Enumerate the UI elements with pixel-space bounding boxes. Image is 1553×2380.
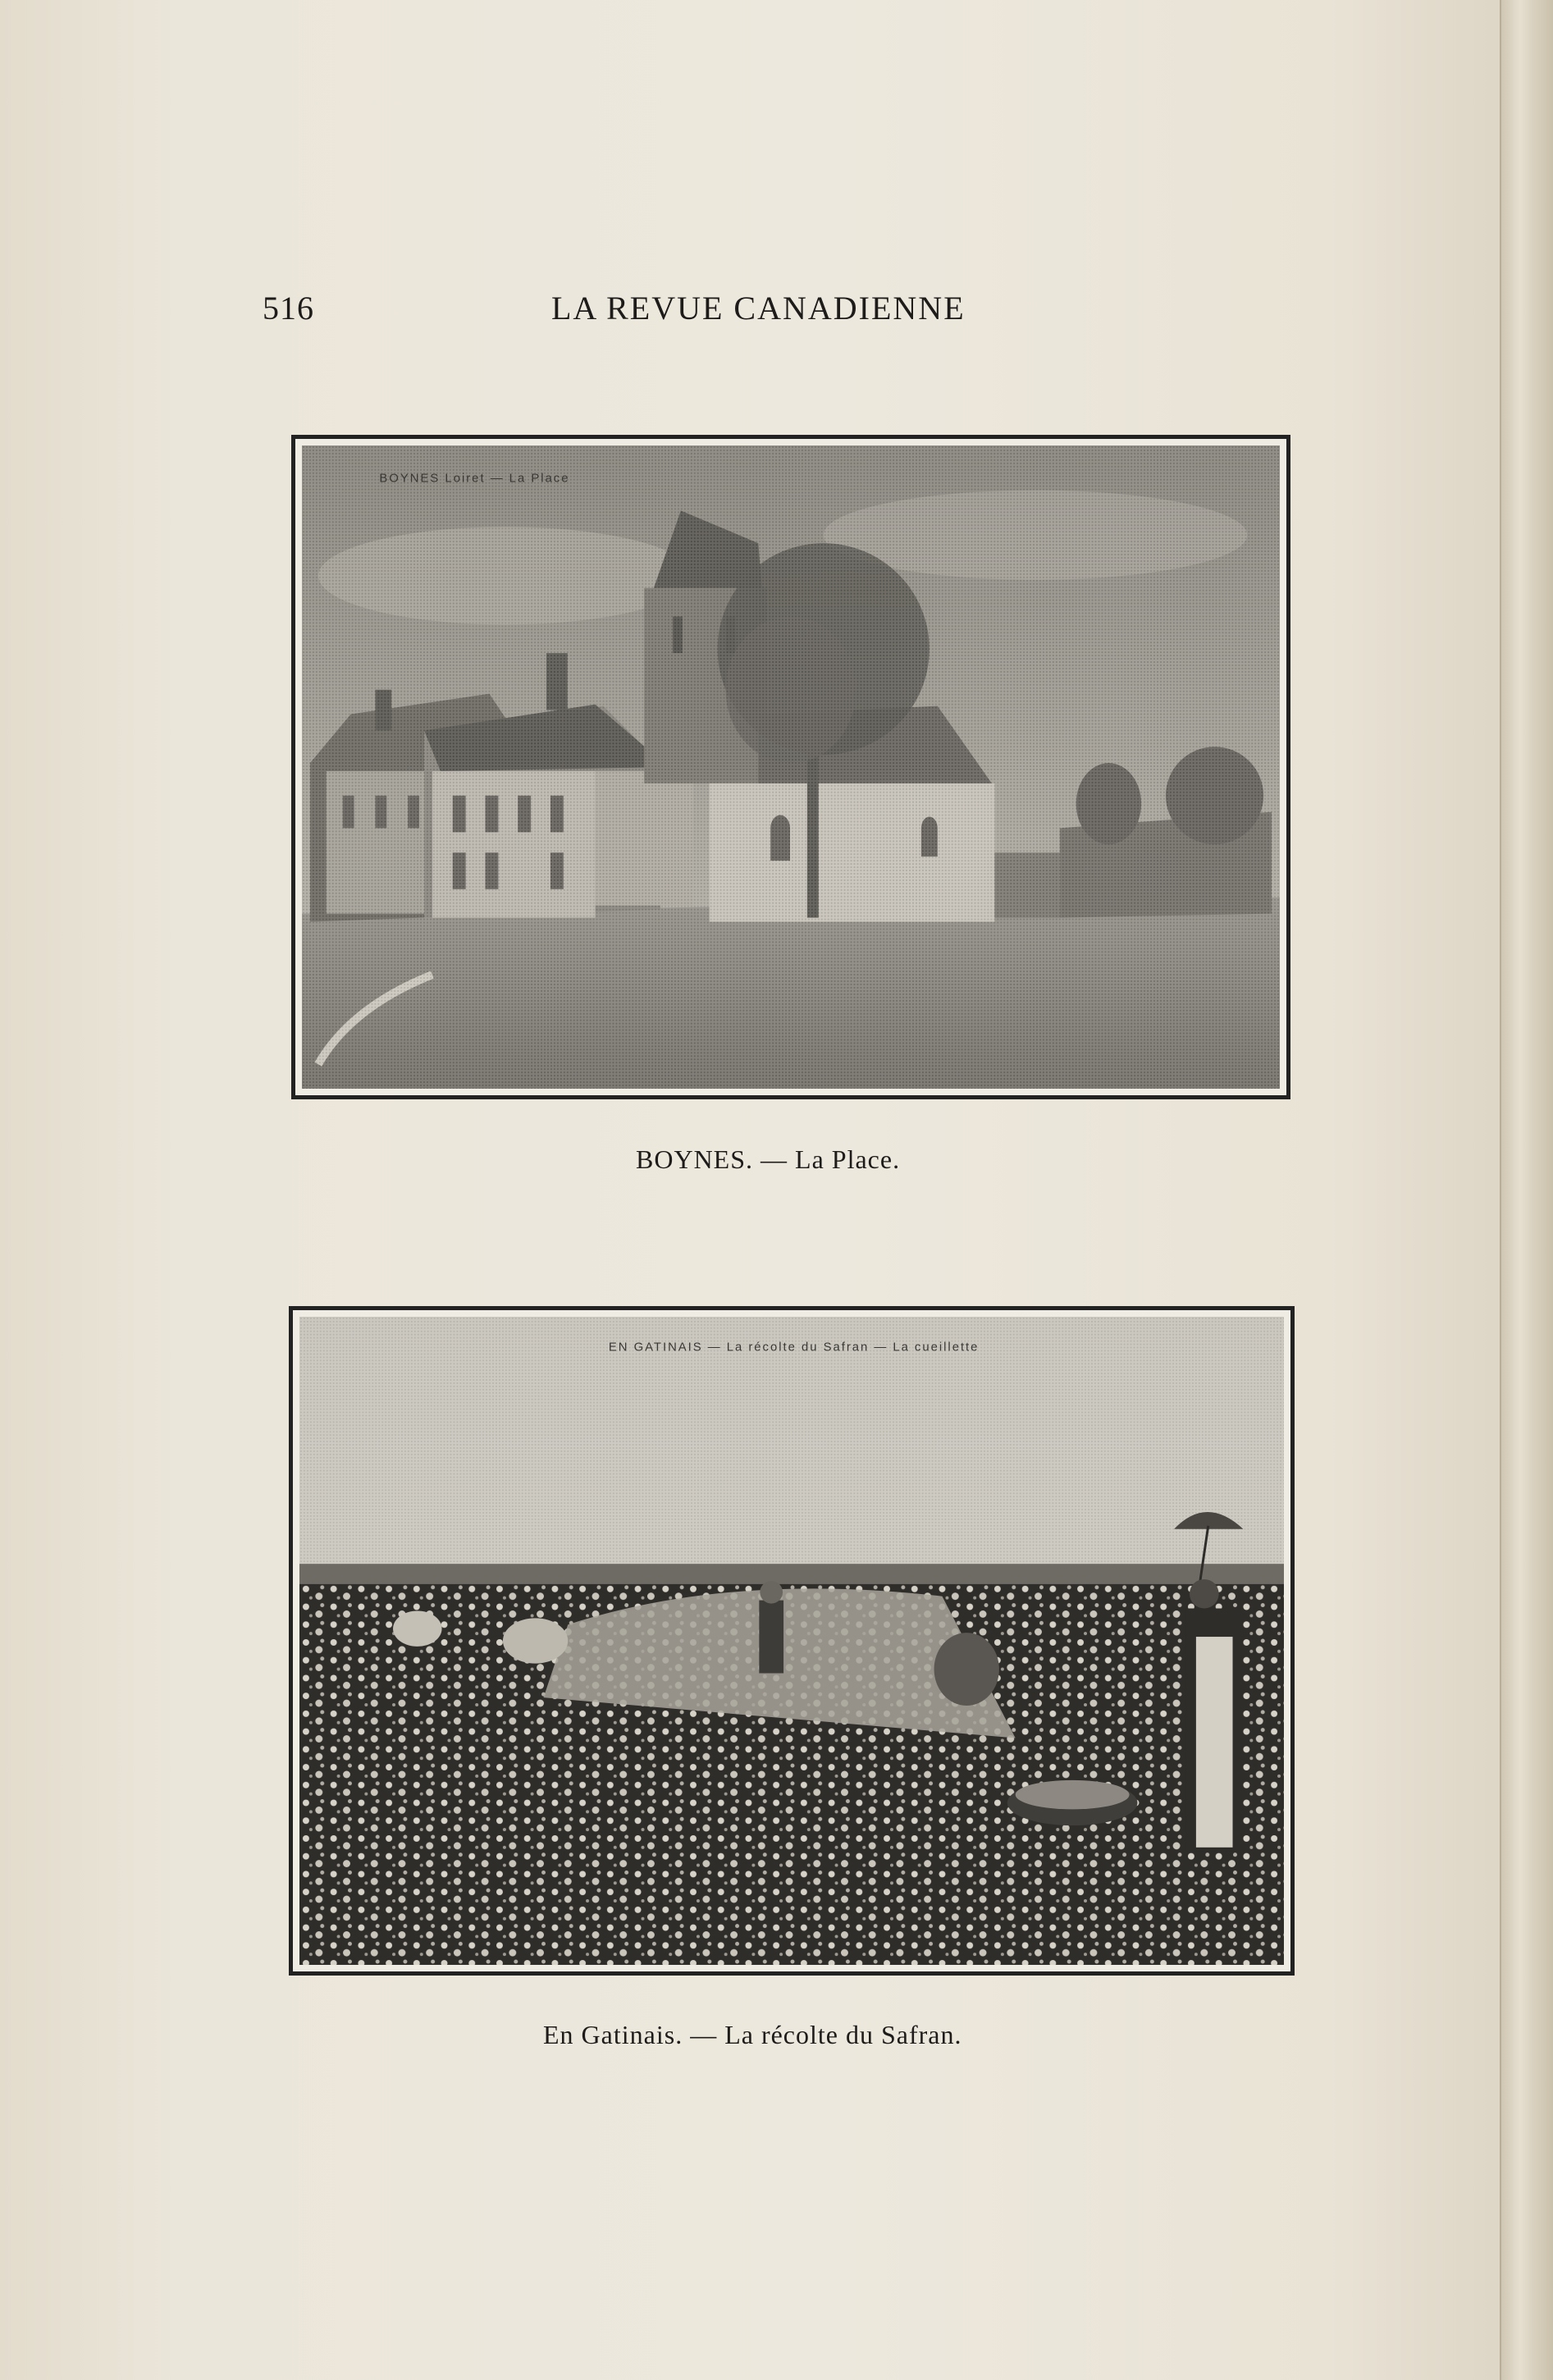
book-gutter <box>1500 0 1553 2380</box>
caption-gatinais: En Gatinais. — La récolte du Safran. <box>543 2020 962 2049</box>
page-number: 516 <box>263 290 314 327</box>
running-head: LA REVUE CANADIENNE <box>551 290 966 327</box>
photo-plate-boynes <box>291 435 1290 1099</box>
photo-label: BOYNES Loiret — La Place <box>379 472 570 486</box>
photo-saffron-harvest <box>299 1317 1284 1965</box>
caption-boynes: BOYNES. — La Place. <box>636 1144 901 1174</box>
photo-label: EN GATINAIS — La récolte du Safran — La cueillette <box>608 1341 980 1354</box>
photo-boynes-church-square <box>302 445 1280 1089</box>
photo-plate-gatinais <box>289 1306 1295 1976</box>
